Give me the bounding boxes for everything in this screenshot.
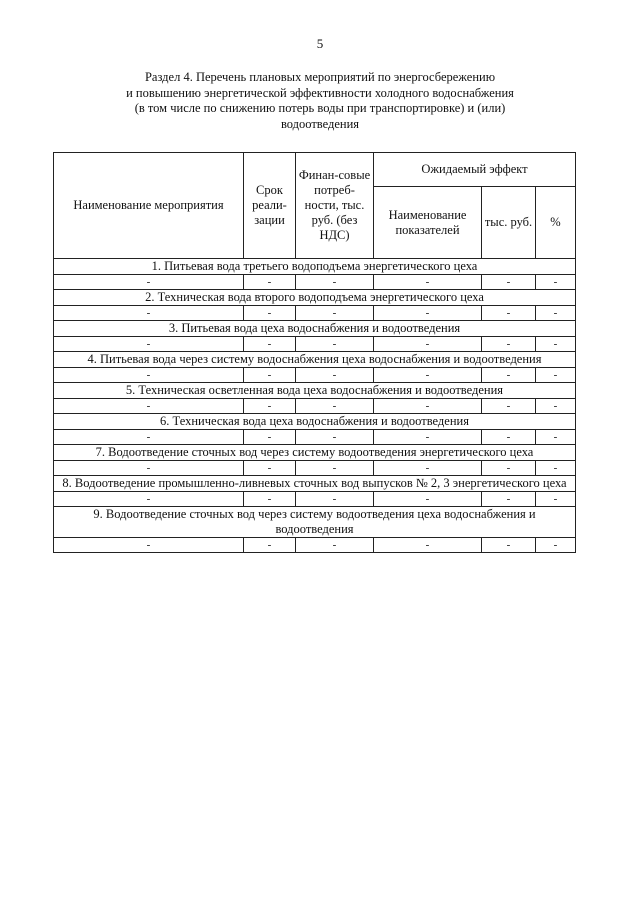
table-cell: - <box>536 492 576 507</box>
table-cell: - <box>482 368 536 383</box>
section-row <box>54 352 576 368</box>
table-row <box>54 337 576 352</box>
header-term: Срок реали-зации <box>244 153 296 259</box>
table-cell: - <box>296 492 374 507</box>
title-line: и повышению энергетической эффективности холодного водоснабжения <box>126 85 514 100</box>
table-cell: - <box>54 461 244 476</box>
table-cell: - <box>482 492 536 507</box>
table-cell: - <box>244 368 296 383</box>
table-cell: - <box>482 461 536 476</box>
measures-table <box>53 152 576 553</box>
table-cell: - <box>482 399 536 414</box>
table-cell: - <box>536 306 576 321</box>
table-cell: - <box>296 368 374 383</box>
section-row <box>54 414 576 430</box>
table-cell: - <box>536 368 576 383</box>
table-cell: - <box>54 368 244 383</box>
table-cell: - <box>296 306 374 321</box>
table-cell: - <box>536 399 576 414</box>
table-cell: - <box>54 399 244 414</box>
table-cell: - <box>244 461 296 476</box>
table-cell: - <box>482 275 536 290</box>
table-cell: - <box>374 492 482 507</box>
table-cell: - <box>482 306 536 321</box>
table-cell: - <box>244 492 296 507</box>
table-row <box>54 492 576 507</box>
table-cell: - <box>374 461 482 476</box>
table-cell: - <box>374 368 482 383</box>
table-cell: - <box>244 306 296 321</box>
section-title <box>80 70 560 132</box>
table-cell: - <box>536 275 576 290</box>
section-title-cell: 9. Водоотведение сточных вод через систему водоотведения цеха водоснабжения и водоотведения <box>54 507 576 538</box>
section-row <box>54 290 576 306</box>
section-title-cell: 3. Питьевая вода цеха водоснабжения и водоотведения <box>54 321 576 337</box>
table-cell: - <box>536 430 576 445</box>
section-title-cell: 6. Техническая вода цеха водоснабжения и водоотведения <box>54 414 576 430</box>
section-row <box>54 476 576 492</box>
table-row <box>54 538 576 553</box>
table-row <box>54 461 576 476</box>
table-cell: - <box>374 538 482 553</box>
table-cell: - <box>244 399 296 414</box>
section-row <box>54 507 576 538</box>
table-cell: - <box>296 399 374 414</box>
table-cell: - <box>296 538 374 553</box>
table-body <box>54 259 576 553</box>
table-cell: - <box>54 538 244 553</box>
table-cell: - <box>296 461 374 476</box>
table-cell: - <box>244 430 296 445</box>
table-cell: - <box>374 337 482 352</box>
header-thousand-rub: тыс. руб. <box>482 187 536 259</box>
table-cell: - <box>536 337 576 352</box>
table-cell: - <box>374 306 482 321</box>
section-row <box>54 321 576 337</box>
section-title-cell: 7. Водоотведение сточных вод через систему водоотведения энергетического цеха <box>54 445 576 461</box>
table-row <box>54 275 576 290</box>
table-cell: - <box>482 337 536 352</box>
table-cell: - <box>54 275 244 290</box>
table-row <box>54 430 576 445</box>
table-cell: - <box>54 337 244 352</box>
section-title-cell: 5. Техническая осветленная вода цеха водоснабжения и водоотведения <box>54 383 576 399</box>
page-number: 5 <box>316 36 324 51</box>
table-cell: - <box>482 538 536 553</box>
table-cell: - <box>296 430 374 445</box>
header-indicator-name: Наименование показателей <box>374 187 482 259</box>
table-cell: - <box>374 399 482 414</box>
title-line: водоотведения <box>280 116 360 131</box>
table-cell: - <box>244 337 296 352</box>
table-cell: - <box>244 538 296 553</box>
table-row <box>54 399 576 414</box>
title-line: (в том числе по снижению потерь воды при транспортировке) и (или) <box>134 101 506 115</box>
section-row <box>54 445 576 461</box>
header-expected-effect: Ожидаемый эффект <box>374 153 576 187</box>
header-percent: % <box>536 187 576 259</box>
section-title-cell: 8. Водоотведение промышленно-ливневых сточных вод выпусков № 2, 3 энергетического цеха <box>54 476 576 492</box>
table-cell: - <box>374 275 482 290</box>
title-line: Раздел 4. Перечень плановых мероприятий по энергосбережению <box>144 70 496 84</box>
section-row <box>54 383 576 399</box>
header-measure-name: Наименование мероприятия <box>54 153 244 259</box>
header-finance: Финан-совые потреб-ности, тыс. руб. (без НДС) <box>296 153 374 259</box>
section-title-cell: 1. Питьевая вода третьего водоподъема энергетического цеха <box>54 259 576 275</box>
table-row <box>54 368 576 383</box>
section-row <box>54 259 576 275</box>
table-cell: - <box>54 430 244 445</box>
table-row <box>54 306 576 321</box>
section-title-cell: 2. Техническая вода второго водоподъема энергетического цеха <box>54 290 576 306</box>
table-cell: - <box>536 538 576 553</box>
table-cell: - <box>54 306 244 321</box>
table-cell: - <box>296 275 374 290</box>
table-cell: - <box>54 492 244 507</box>
section-title-cell: 4. Питьевая вода через систему водоснабжения цеха водоснабжения и водоотведения <box>54 352 576 368</box>
table-cell: - <box>536 461 576 476</box>
table-cell: - <box>482 430 536 445</box>
table-cell: - <box>296 337 374 352</box>
table-cell: - <box>244 275 296 290</box>
table-cell: - <box>374 430 482 445</box>
